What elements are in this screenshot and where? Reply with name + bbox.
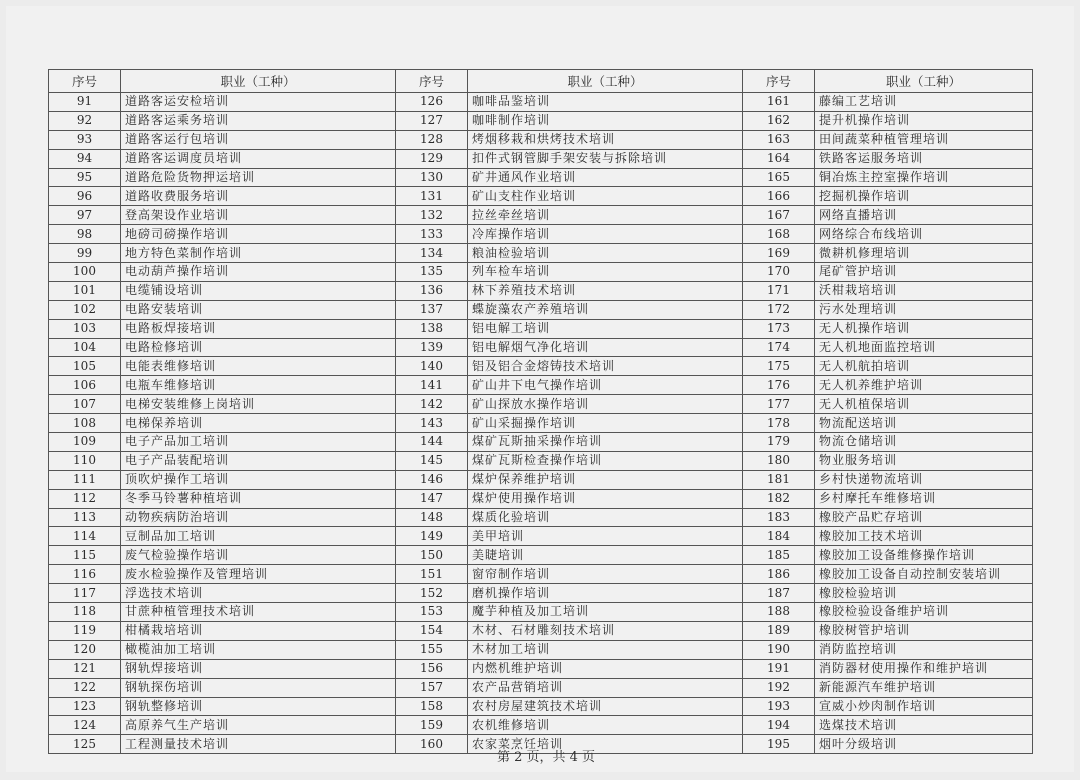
occupation-cell: 电梯保养培训 [121,414,396,433]
serial-number-cell: 126 [396,93,468,112]
occupation-cell: 提升机操作培训 [815,111,1033,130]
occupation-cell: 电子产品加工培训 [121,433,396,452]
occupation-cell: 拉丝牵丝培训 [468,206,743,225]
occupation-cell: 铝电解工培训 [468,319,743,338]
serial-number-cell: 117 [49,584,121,603]
table-row [49,244,1033,263]
serial-number-cell: 107 [49,395,121,414]
serial-number-cell: 195 [743,735,815,754]
table-row [49,263,1033,282]
serial-number-cell: 185 [743,546,815,565]
occupation-cell: 新能源汽车维护培训 [815,678,1033,697]
occupation-cell: 钢轨整修培训 [121,697,396,716]
serial-number-cell: 142 [396,395,468,414]
serial-number-cell: 134 [396,244,468,263]
table-row [49,300,1033,319]
occupation-cell: 道路客运乘务培训 [121,111,396,130]
serial-number-cell: 132 [396,206,468,225]
serial-number-cell: 162 [743,111,815,130]
occupation-cell: 矿山井下电气操作培训 [468,376,743,395]
serial-number-cell: 115 [49,546,121,565]
table-row [49,111,1033,130]
table-row [49,527,1033,546]
occupation-cell: 电缆铺设培训 [121,281,396,300]
occupation-cell: 乡村摩托车维修培训 [815,489,1033,508]
serial-number-cell: 102 [49,300,121,319]
header-occupation-3: 职业（工种） [815,70,1033,93]
serial-number-cell: 153 [396,603,468,622]
occupation-cell: 农家菜烹饪培训 [468,735,743,754]
occupation-cell: 矿井通风作业培训 [468,168,743,187]
occupation-cell: 橡胶加工技术培训 [815,527,1033,546]
table-row [49,659,1033,678]
table-row [49,395,1033,414]
occupation-cell: 煤炉使用操作培训 [468,489,743,508]
serial-number-cell: 143 [396,414,468,433]
serial-number-cell: 113 [49,508,121,527]
occupation-cell: 烤烟移栽和烘烤技术培训 [468,130,743,149]
serial-number-cell: 100 [49,263,121,282]
serial-number-cell: 172 [743,300,815,319]
serial-number-cell: 137 [396,300,468,319]
serial-number-cell: 91 [49,93,121,112]
occupation-cell: 电瓶车维修培训 [121,376,396,395]
occupation-cell: 动物疾病防治培训 [121,508,396,527]
serial-number-cell: 104 [49,338,121,357]
occupation-cell: 豆制品加工培训 [121,527,396,546]
occupation-cell: 烟叶分级培训 [815,735,1033,754]
occupation-cell: 列车检车培训 [468,263,743,282]
serial-number-cell: 181 [743,470,815,489]
serial-number-cell: 129 [396,149,468,168]
serial-number-cell: 94 [49,149,121,168]
occupation-cell: 木材、石材雕刻技术培训 [468,621,743,640]
occupation-cell: 选煤技术培训 [815,716,1033,735]
occupation-cell: 挖掘机操作培训 [815,187,1033,206]
serial-number-cell: 144 [396,433,468,452]
serial-number-cell: 121 [49,659,121,678]
table-row [49,225,1033,244]
occupation-cell: 网络直播培训 [815,206,1033,225]
occupation-cell: 甘蔗种植管理技术培训 [121,603,396,622]
serial-number-cell: 114 [49,527,121,546]
table-row [49,414,1033,433]
occupation-cell: 煤矿瓦斯检查操作培训 [468,451,743,470]
occupation-cell: 网络综合布线培训 [815,225,1033,244]
serial-number-cell: 158 [396,697,468,716]
table-row [49,319,1033,338]
occupation-cell: 电路安装培训 [121,300,396,319]
table-row [49,546,1033,565]
occupation-cell: 物业服务培训 [815,451,1033,470]
table-row [49,603,1033,622]
occupation-cell: 消防监控培训 [815,640,1033,659]
occupation-cell: 橡胶加工设备自动控制安装培训 [815,565,1033,584]
serial-number-cell: 148 [396,508,468,527]
serial-number-cell: 149 [396,527,468,546]
serial-number-cell: 165 [743,168,815,187]
occupation-cell: 蝶旋藻农产养殖培训 [468,300,743,319]
serial-number-cell: 131 [396,187,468,206]
occupation-cell: 农村房屋建筑技术培训 [468,697,743,716]
serial-number-cell: 103 [49,319,121,338]
serial-number-cell: 136 [396,281,468,300]
occupation-cell: 污水处理培训 [815,300,1033,319]
serial-number-cell: 190 [743,640,815,659]
serial-number-cell: 180 [743,451,815,470]
serial-number-cell: 175 [743,357,815,376]
occupation-cell: 无人机养维护培训 [815,376,1033,395]
serial-number-cell: 169 [743,244,815,263]
serial-number-cell: 140 [396,357,468,376]
serial-number-cell: 119 [49,621,121,640]
occupation-cell: 无人机植保培训 [815,395,1033,414]
table-row [49,584,1033,603]
table-row [49,206,1033,225]
occupation-cell: 废气检验操作培训 [121,546,396,565]
occupation-cell: 粮油检验培训 [468,244,743,263]
occupation-cell: 橡胶检验培训 [815,584,1033,603]
serial-number-cell: 151 [396,565,468,584]
serial-number-cell: 174 [743,338,815,357]
occupation-cell: 物流仓储培训 [815,433,1033,452]
serial-number-cell: 98 [49,225,121,244]
serial-number-cell: 97 [49,206,121,225]
occupation-cell: 高原养气生产培训 [121,716,396,735]
occupation-cell: 工程测量技术培训 [121,735,396,754]
occupation-cell: 乡村快递物流培训 [815,470,1033,489]
header-no-1: 序号 [49,70,121,93]
occupation-table [48,69,1033,754]
occupation-cell: 冷库操作培训 [468,225,743,244]
serial-number-cell: 166 [743,187,815,206]
occupation-cell: 顶吹炉操作工培训 [121,470,396,489]
occupation-cell: 煤矿瓦斯抽采操作培训 [468,433,743,452]
occupation-cell: 铝及铝合金熔铸技术培训 [468,357,743,376]
serial-number-cell: 109 [49,433,121,452]
header-no-3: 序号 [743,70,815,93]
occupation-cell: 尾矿管护培训 [815,263,1033,282]
table-row [49,508,1033,527]
table-row [49,451,1033,470]
serial-number-cell: 194 [743,716,815,735]
occupation-cell: 宣威小炒肉制作培训 [815,697,1033,716]
table-row [49,281,1033,300]
table-row [49,168,1033,187]
occupation-cell: 扣件式钢管脚手架安装与拆除培训 [468,149,743,168]
serial-number-cell: 173 [743,319,815,338]
occupation-cell: 木材加工培训 [468,640,743,659]
header-occupation-2: 职业（工种） [468,70,743,93]
serial-number-cell: 138 [396,319,468,338]
occupation-cell: 矿山采掘操作培训 [468,414,743,433]
occupation-cell: 铜冶炼主控室操作培训 [815,168,1033,187]
serial-number-cell: 106 [49,376,121,395]
table-row [49,470,1033,489]
serial-number-cell: 101 [49,281,121,300]
serial-number-cell: 120 [49,640,121,659]
occupation-cell: 微耕机修理培训 [815,244,1033,263]
occupation-cell: 地方特色菜制作培训 [121,244,396,263]
header-no-2: 序号 [396,70,468,93]
occupation-cell: 铝电解烟气净化培训 [468,338,743,357]
serial-number-cell: 170 [743,263,815,282]
serial-number-cell: 108 [49,414,121,433]
page-footer: 第 2 页，共 4 页 [496,750,596,765]
serial-number-cell: 93 [49,130,121,149]
occupation-cell: 浮选技术培训 [121,584,396,603]
occupation-cell: 钢轨探伤培训 [121,678,396,697]
serial-number-cell: 188 [743,603,815,622]
occupation-cell: 道路危险货物押运培训 [121,168,396,187]
occupation-cell: 电动葫芦操作培训 [121,263,396,282]
table-header [49,70,1033,93]
serial-number-cell: 125 [49,735,121,754]
serial-number-cell: 167 [743,206,815,225]
occupation-cell: 道路客运调度员培训 [121,149,396,168]
occupation-cell: 柑橘栽培培训 [121,621,396,640]
occupation-cell: 电能表维修培训 [121,357,396,376]
serial-number-cell: 184 [743,527,815,546]
table-row [49,357,1033,376]
occupation-cell: 橡胶树管护培训 [815,621,1033,640]
table-body [49,93,1033,754]
serial-number-cell: 179 [743,433,815,452]
occupation-cell: 电子产品装配培训 [121,451,396,470]
serial-number-cell: 178 [743,414,815,433]
serial-number-cell: 189 [743,621,815,640]
occupation-cell: 道路客运安检培训 [121,93,396,112]
table-row [49,716,1033,735]
serial-number-cell: 122 [49,678,121,697]
serial-number-cell: 186 [743,565,815,584]
occupation-cell: 磨机操作培训 [468,584,743,603]
serial-number-cell: 111 [49,470,121,489]
occupation-cell: 橡胶检验设备维护培训 [815,603,1033,622]
table-row [49,621,1033,640]
serial-number-cell: 156 [396,659,468,678]
table-row [49,338,1033,357]
serial-number-cell: 187 [743,584,815,603]
header-row [49,70,1033,93]
occupation-cell: 美睫培训 [468,546,743,565]
table-row [49,640,1033,659]
serial-number-cell: 124 [49,716,121,735]
serial-number-cell: 128 [396,130,468,149]
serial-number-cell: 159 [396,716,468,735]
serial-number-cell: 193 [743,697,815,716]
table-row [49,93,1033,112]
occupation-cell: 地磅司磅操作培训 [121,225,396,244]
occupation-cell: 电梯安装维修上岗培训 [121,395,396,414]
occupation-cell: 道路客运行包培训 [121,130,396,149]
serial-number-cell: 160 [396,735,468,754]
occupation-cell: 橡胶加工设备维修操作培训 [815,546,1033,565]
occupation-cell: 废水检验操作及管理培训 [121,565,396,584]
serial-number-cell: 154 [396,621,468,640]
serial-number-cell: 130 [396,168,468,187]
serial-number-cell: 146 [396,470,468,489]
table-row [49,565,1033,584]
serial-number-cell: 141 [396,376,468,395]
occupation-cell: 橡胶产品贮存培训 [815,508,1033,527]
occupation-cell: 冬季马铃薯种植培训 [121,489,396,508]
serial-number-cell: 123 [49,697,121,716]
serial-number-cell: 171 [743,281,815,300]
serial-number-cell: 163 [743,130,815,149]
occupation-cell: 钢轨焊接培训 [121,659,396,678]
serial-number-cell: 147 [396,489,468,508]
serial-number-cell: 192 [743,678,815,697]
occupation-cell: 电路检修培训 [121,338,396,357]
occupation-cell: 沃柑栽培培训 [815,281,1033,300]
occupation-cell: 农产品营销培训 [468,678,743,697]
occupation-cell: 咖啡制作培训 [468,111,743,130]
occupation-cell: 田间蔬菜种植管理培训 [815,130,1033,149]
serial-number-cell: 191 [743,659,815,678]
table-row [49,697,1033,716]
serial-number-cell: 157 [396,678,468,697]
serial-number-cell: 110 [49,451,121,470]
occupation-cell: 煤炉保养维护培训 [468,470,743,489]
serial-number-cell: 183 [743,508,815,527]
occupation-cell: 无人机地面监控培训 [815,338,1033,357]
occupation-cell: 登高架设作业培训 [121,206,396,225]
occupation-cell: 矿山支柱作业培训 [468,187,743,206]
serial-number-cell: 155 [396,640,468,659]
occupation-cell: 消防器材使用操作和维护培训 [815,659,1033,678]
serial-number-cell: 105 [49,357,121,376]
occupation-cell: 无人机操作培训 [815,319,1033,338]
occupation-cell: 藤编工艺培训 [815,93,1033,112]
serial-number-cell: 116 [49,565,121,584]
serial-number-cell: 176 [743,376,815,395]
serial-number-cell: 96 [49,187,121,206]
table-row [49,489,1033,508]
table-row [49,678,1033,697]
serial-number-cell: 118 [49,603,121,622]
serial-number-cell: 133 [396,225,468,244]
serial-number-cell: 95 [49,168,121,187]
serial-number-cell: 112 [49,489,121,508]
header-occupation-1: 职业（工种） [121,70,396,93]
occupation-cell: 无人机航拍培训 [815,357,1033,376]
occupation-cell: 窗帘制作培训 [468,565,743,584]
occupation-cell: 道路收费服务培训 [121,187,396,206]
table-row [49,433,1033,452]
serial-number-cell: 168 [743,225,815,244]
serial-number-cell: 152 [396,584,468,603]
table-row [49,187,1033,206]
occupation-cell: 矿山探放水操作培训 [468,395,743,414]
occupation-cell: 咖啡品鉴培训 [468,93,743,112]
document-sheet [6,6,1074,772]
serial-number-cell: 135 [396,263,468,282]
occupation-cell: 物流配送培训 [815,414,1033,433]
table-row [49,149,1033,168]
serial-number-cell: 177 [743,395,815,414]
occupation-cell: 煤质化验培训 [468,508,743,527]
serial-number-cell: 150 [396,546,468,565]
occupation-cell: 林下养殖技术培训 [468,281,743,300]
serial-number-cell: 127 [396,111,468,130]
table-row [49,376,1033,395]
serial-number-cell: 92 [49,111,121,130]
occupation-cell: 铁路客运服务培训 [815,149,1033,168]
serial-number-cell: 164 [743,149,815,168]
occupation-cell: 内燃机维护培训 [468,659,743,678]
occupation-cell: 农机维修培训 [468,716,743,735]
table-row [49,130,1033,149]
occupation-cell: 魔芋种植及加工培训 [468,603,743,622]
occupation-cell: 美甲培训 [468,527,743,546]
serial-number-cell: 145 [396,451,468,470]
serial-number-cell: 182 [743,489,815,508]
occupation-cell: 电路板焊接培训 [121,319,396,338]
serial-number-cell: 139 [396,338,468,357]
serial-number-cell: 161 [743,93,815,112]
occupation-cell: 橄榄油加工培训 [121,640,396,659]
serial-number-cell: 99 [49,244,121,263]
